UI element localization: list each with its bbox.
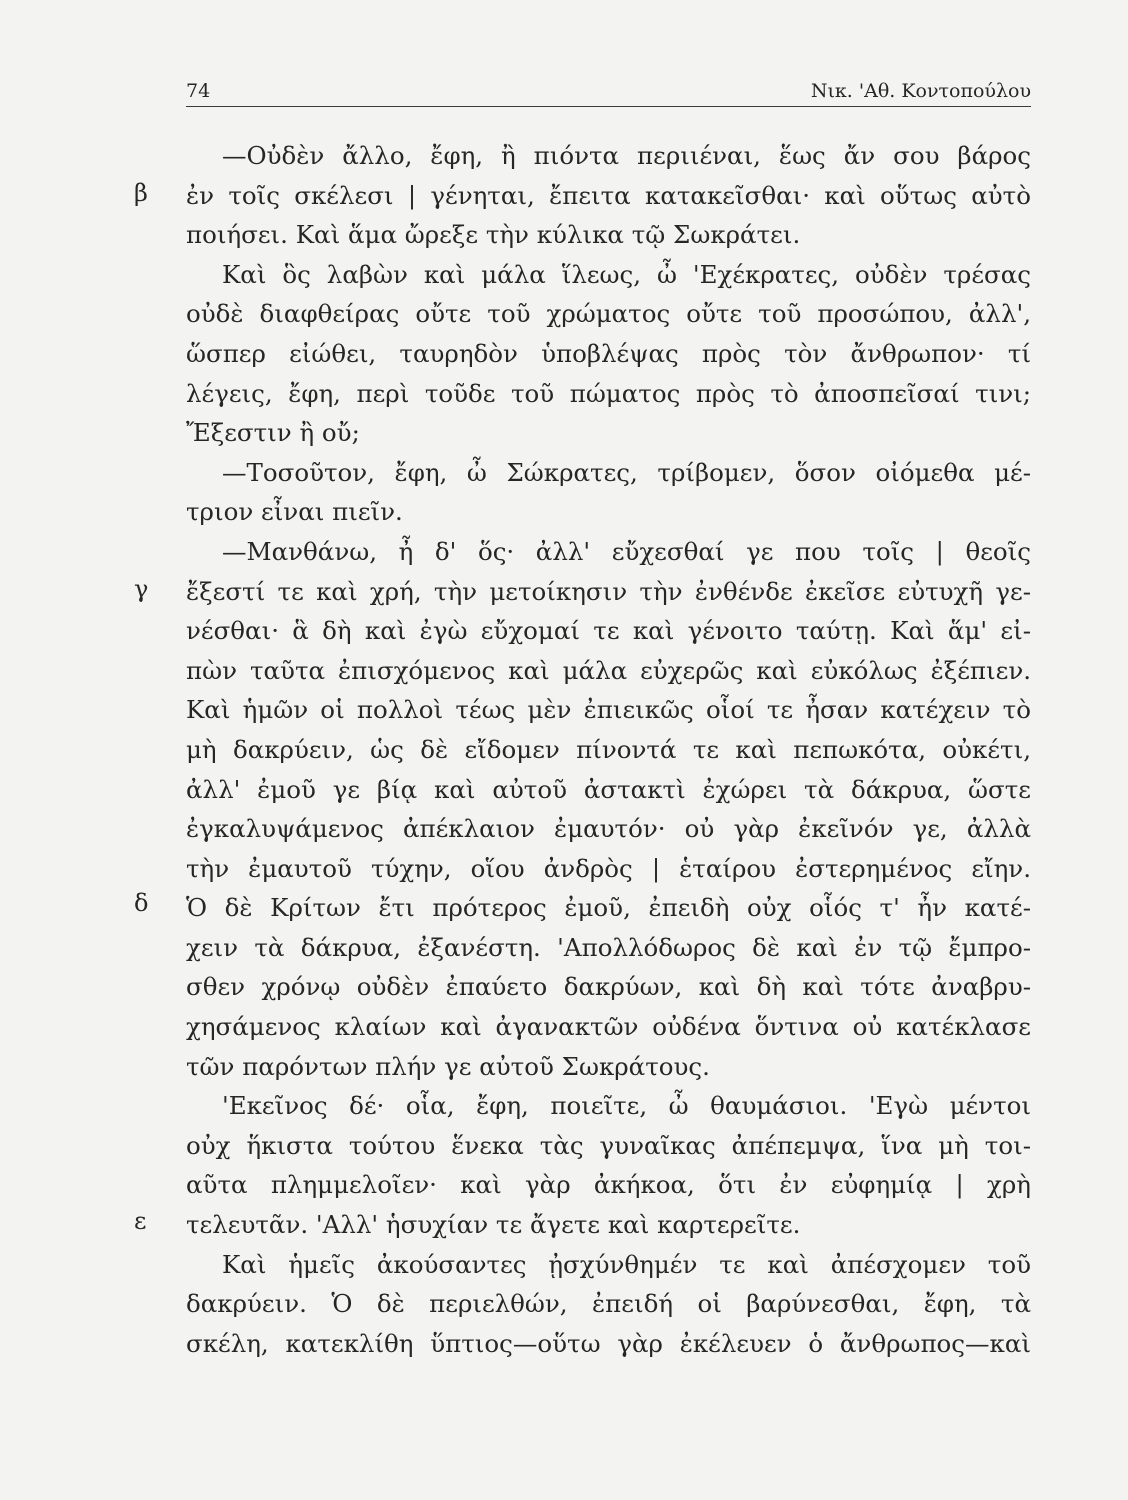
text-line: Καὶ ὃς λαβὼν καὶ μάλα ἵλεως, ὦ 'Εχέκρατες, οὐδὲν τρέσας xyxy=(222,259,1031,289)
page-number: 74 xyxy=(186,80,211,102)
text-line: ἐγκαλυψάμενος ἀπέκλαιον ἐμαυτόν· οὐ γὰρ ἐκεῖνόν γε, ἀλλὰ xyxy=(186,814,1031,844)
text-line: μὴ δακρύειν, ὡς δὲ εἴδομεν πίνοντά τε καὶ πεπωκότα, οὐκέτι, xyxy=(186,734,1031,764)
text-line: λέγεις, ἔφη, περὶ τοῦδε τοῦ πώματος πρὸς τὸ ἀποσπεῖσαί τινι; xyxy=(186,378,1031,408)
text-line: Ἔξεστιν ἢ οὔ; xyxy=(186,418,360,448)
text-line: τὴν ἐμαυτοῦ τύχην, οἵου ἀνδρὸς | ἑταίρου ἐστερημένος εἴην. xyxy=(186,853,1031,883)
text-line: χειν τὰ δάκρυα, ἐξανέστη. 'Απολλόδωρος δὲ καὶ ἐν τῷ ἔμπρο- xyxy=(186,932,1031,962)
text-line: νέσθαι· ἃ δὴ καὶ ἐγὼ εὔχομαί τε καὶ γένοιτο ταύτῃ. Καὶ ἅμ' εἰ- xyxy=(186,616,1031,646)
text-line: —Οὐδὲν ἄλλο, ἔφη, ἢ πιόντα περιιέναι, ἕως ἄν σου βάρος xyxy=(222,141,1031,170)
text-line: τελευτᾶν. 'Αλλ' ἡσυχίαν τε ἄγετε καὶ καρτερεῖτε. xyxy=(186,1210,801,1240)
text-line: πὼν ταῦτα ἐπισχόμενος καὶ μάλα εὐχερῶς καὶ εὐκόλως ἐξέπιεν. xyxy=(186,655,1031,685)
text-line: ἔξεστί τε καὶ χρή, τὴν μετοίκησιν τὴν ἐνθένδε ἐκεῖσε εὐτυχῆ γε- xyxy=(186,576,1031,606)
body-text xyxy=(186,136,1031,1363)
margin-letter-c: γ xyxy=(134,575,149,603)
text-line: —Τοσοῦτον, ἔφη, ὦ Σώκρατες, τρίβομεν, ὅσον οἰόμεθα μέ- xyxy=(222,457,1031,487)
text-line: χησάμενος κλαίων καὶ ἀγανακτῶν οὐδένα ὅντινα οὐ κατέκλασε xyxy=(186,1012,1031,1042)
text-line: ποιήσει. Καὶ ἅμα ὤρεξε τὴν κύλικα τῷ Σωκράτει. xyxy=(186,220,801,250)
margin-letter-e: ε xyxy=(134,1207,147,1235)
text-line: ὥσπερ εἰώθει, ταυρηδὸν ὑποβλέψας πρὸς τὸν ἄνθρωπον· τί xyxy=(186,338,1031,368)
running-head: Νικ. 'Αθ. Κοντοπούλου xyxy=(810,80,1031,102)
text-line: Καὶ ἡμεῖς ἀκούσαντες ᾐσχύνθημέν τε καὶ ἀπέσχομεν τοῦ xyxy=(222,1249,1031,1279)
text-line: αῦτα πλημμελοῖεν· καὶ γὰρ ἀκήκοα, ὅτι ἐν εὐφημίᾳ | χρὴ xyxy=(186,1170,1031,1200)
text-line: Ὁ δὲ Κρίτων ἔτι πρότερος ἐμοῦ, ἐπειδὴ οὐχ οἷός τ' ἦν κατέ- xyxy=(186,893,1031,923)
text-line: —Μανθάνω, ἦ δ' ὅς· ἀλλ' εὔχεσθαί γε που τοῖς | θεοῖς xyxy=(222,536,1031,566)
text-line: Καὶ ἡμῶν οἱ πολλοὶ τέως μὲν ἐπιεικῶς οἷοί τε ἦσαν κατέχειν τὸ xyxy=(186,695,1031,725)
text-line: ἐν τοῖς σκέλεσι | γένηται, ἔπειτα κατακεῖσθαι· καὶ οὕτως αὐτὸ xyxy=(186,180,1031,210)
margin-letter-d: δ xyxy=(134,889,149,917)
text-line: τῶν παρόντων πλήν γε αὐτοῦ Σωκράτους. xyxy=(186,1051,710,1081)
text-line: ἀλλ' ἐμοῦ γε βίᾳ καὶ αὐτοῦ ἀστακτὶ ἐχώρει τὰ δάκρυα, ὥστε xyxy=(186,774,1031,804)
text-line: δακρύειν. Ὁ δὲ περιελθών, ἐπειδή οἱ βαρύνεσθαι, ἔφη, τὰ xyxy=(186,1289,1031,1319)
page-header xyxy=(186,78,1031,107)
margin-letter-b: β xyxy=(134,179,148,207)
text-line: σκέλη, κατεκλίθη ὕπτιος—οὕτω γὰρ ἐκέλευεν ὁ ἄνθρωπος—καὶ xyxy=(186,1328,1031,1358)
text-line: 'Εκεῖνος δέ· οἷα, ἔφη, ποιεῖτε, ὦ θαυμάσιοι. 'Εγὼ μέντοι xyxy=(222,1091,1031,1121)
text-line: τριον εἶναι πιεῖν. xyxy=(186,497,403,527)
text-line: οὐδὲ διαφθείρας οὔτε τοῦ χρώματος οὔτε τοῦ προσώπου, ἀλλ', xyxy=(186,299,1031,329)
text-line: σθεν χρόνῳ οὐδὲν ἐπαύετο δακρύων, καὶ δὴ καὶ τότε ἀναβρυ- xyxy=(186,972,1031,1002)
text-line: οὐχ ἥκιστα τούτου ἕνεκα τὰς γυναῖκας ἀπέπεμψα, ἵνα μὴ τοι- xyxy=(186,1130,1031,1160)
